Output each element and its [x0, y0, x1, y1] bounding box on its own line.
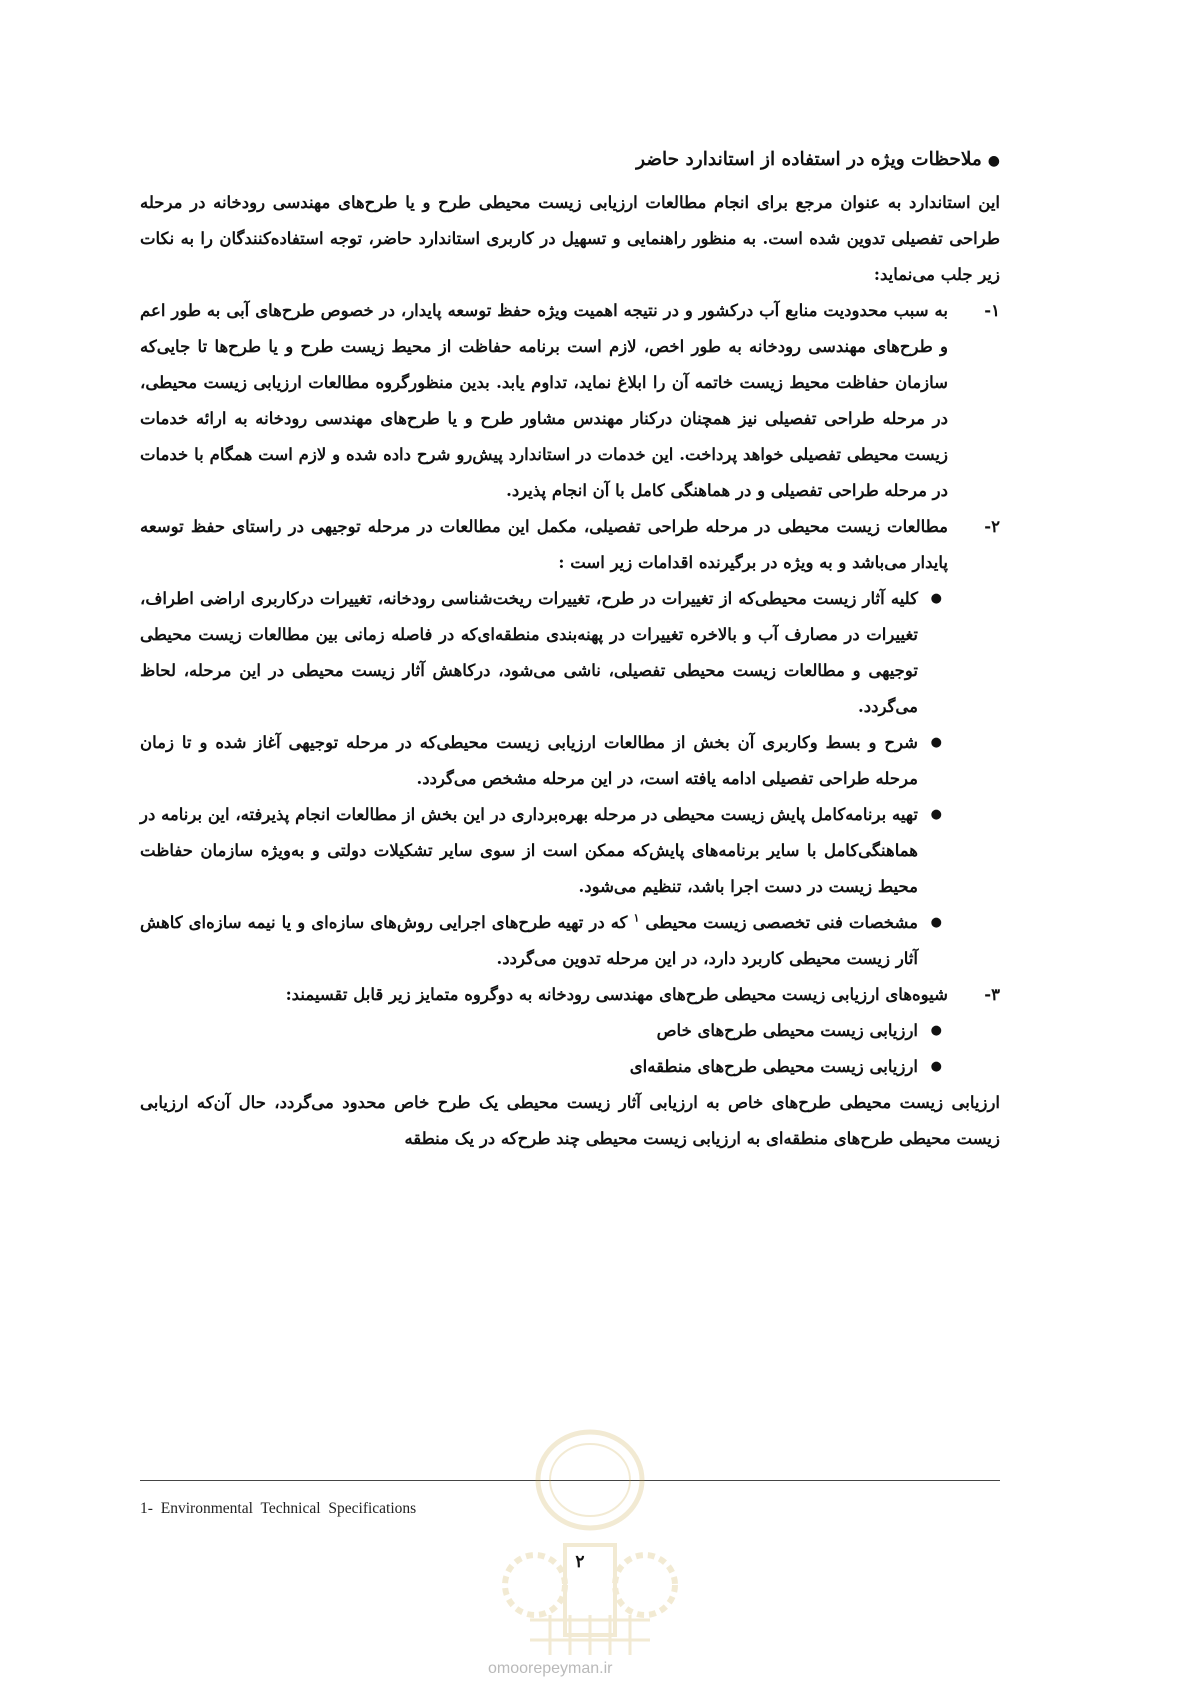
bullet-text-part2: که در تهیه طرح‌های اجرایی روش‌های سازه‌ای و یا نیمه سازه‌ای کاهش آثار زیست محیطی کاربرد دارد، در این مرحله تدوین می‌گردد.	[140, 913, 918, 968]
item-number: ۱-	[984, 301, 1000, 320]
bullet-text-part1: مشخصات فنی تخصصی زیست محیطی	[645, 913, 919, 932]
bullet-dot: ●	[930, 807, 942, 822]
item-text: شیوه‌های ارزیابی زیست محیطی طرح‌های مهندسی رودخانه به دوگروه متمایز زیر قابل تقسیمند:	[285, 985, 948, 1004]
heading-bullet: ●	[987, 153, 1000, 169]
footnote-reference[interactable]: ۱	[633, 911, 640, 925]
bullet-dot: ●	[930, 1059, 942, 1074]
intro-paragraph: این استاندارد به عنوان مرجع برای انجام مطالعات ارزیابی زیست محیطی طرح و یا طرح‌های مهندسی رودخانه در مرحله طراحی تفصیلی تدوین شده است. به منظور راهنمایی و تسهیل در کاربری استاندارد حاضر، توجه استفاده‌کنندگان را به نکات زیر جلب می‌نماید:	[140, 193, 1000, 284]
item-text: مطالعات زیست محیطی در مرحله طراحی تفصیلی، مکمل این مطالعات در مرحله توجیهی در راستای حفظ توسعه پایدار می‌باشد و به ویژه در برگیرنده اقدامات زیر است :	[140, 517, 948, 572]
bullet-item	[140, 1049, 1000, 1085]
bullet-dot: ●	[930, 591, 942, 606]
numbered-item-3	[140, 977, 1000, 1013]
bullet-dot: ●	[930, 915, 942, 930]
watermark-gear-right	[615, 1555, 675, 1615]
bullet-dot: ●	[930, 735, 942, 750]
section-heading-text: ملاحظات ویژه در استفاده از استاندارد حاضر	[636, 149, 982, 170]
bullet-item	[140, 1013, 1000, 1049]
item-3-bullet-list	[140, 1013, 1000, 1085]
bullet-text: تهیه برنامه‌کامل پایش زیست محیطی در مرحله بهره‌برداری در این بخش از مطالعات انجام پذیرفته، این برنامه در هماهنگی‌کامل با سایر برنامه‌های پایش‌که ممکن است از سوی سایر تشکیلات دولتی و به‌ویژه سازمان حفاظت محیط زیست در دست اجرا باشد، تنظیم می‌شود.	[140, 805, 918, 896]
bullet-dot: ●	[930, 1023, 942, 1038]
watermark-url: omoorepeyman.ir	[488, 1660, 613, 1677]
bullet-item	[140, 905, 1000, 977]
closing-paragraph: ارزیابی زیست محیطی طرح‌های خاص به ارزیابی آثار زیست محیطی یک طرح خاص محدود می‌گردد، حال آن‌که ارزیابی زیست محیطی طرح‌های منطقه‌ای به ارزیابی زیست محیطی چند طرح‌که در یک منطقه	[140, 1093, 1000, 1148]
bullet-item	[140, 581, 1000, 725]
numbered-item-2	[140, 509, 1000, 581]
watermark-gear-left	[505, 1555, 565, 1615]
bullet-item	[140, 725, 1000, 797]
item-2-bullet-list	[140, 581, 1000, 977]
document-body	[140, 140, 1000, 1157]
numbered-item-1	[140, 293, 1000, 509]
item-number: ۳-	[984, 985, 1000, 1004]
watermark-logo	[490, 1420, 690, 1660]
item-number: ۲-	[984, 517, 1000, 536]
item-text: به سبب محدودیت منابع آب درکشور و در نتیجه اهمیت ویژه حفظ توسعه پایدار، در خصوص طرح‌های آبی به طور اعم و طرح‌های مهندسی رودخانه به طور اخص، لازم است برنامه حفاظت از محیط زیست طرح و یا طرح‌ها تا جایی‌که سازمان حفاظت محیط زیست خاتمه آن را ابلاغ نماید، تداوم یابد. بدین منظورگروه مطالعات ارزیابی زیست محیطی، در مرحله طراحی تفصیلی نیز همچنان درکنار مهندس مشاور طرح و یا طرح‌های مهندسی رودخانه به ارائه خدمات زیست محیطی تفصیلی خواهد پرداخت. این خدمات در استاندارد پیش‌رو شرح داده شده و لازم است همگام با خدمات در مرحله طراحی تفصیلی و در هماهنگی کامل با آن انجام پذیرد.	[140, 301, 948, 500]
footnote: 1- Environmental Technical Specifications	[140, 1500, 417, 1517]
bullet-item	[140, 797, 1000, 905]
bullet-text: کلیه آثار زیست محیطی‌که از تغییرات در طرح، تغییرات ریخت‌شناسی رودخانه، تغییرات درکاربری اراضی اطراف، تغییرات در مصارف آب و بالاخره تغییرات در پهنه‌بندی منطقه‌ای‌که در فاصله زمانی بین مطالعات زیست محیطی توجیهی و مطالعات زیست محیطی تفصیلی، ناشی می‌شود، درکاهش آثار زیست محیطی در این مرحله، لحاظ می‌گردد.	[140, 589, 918, 716]
bullet-text: ارزیابی زیست محیطی طرح‌های خاص	[656, 1021, 918, 1040]
page-number: ۲	[575, 1552, 585, 1572]
watermark-grid	[530, 1615, 650, 1655]
section-heading	[140, 140, 1000, 181]
footnote-divider	[140, 1480, 1000, 1481]
bullet-text: شرح و بسط وکاربری آن بخش از مطالعات ارزیابی زیست محیطی‌که در مرحله توجیهی آغاز شده و تا زمان مرحله طراحی تفصیلی ادامه یافته است، در این مرحله مشخص می‌گردد.	[140, 733, 918, 788]
bullet-text: ارزیابی زیست محیطی طرح‌های منطقه‌ای	[629, 1057, 918, 1076]
